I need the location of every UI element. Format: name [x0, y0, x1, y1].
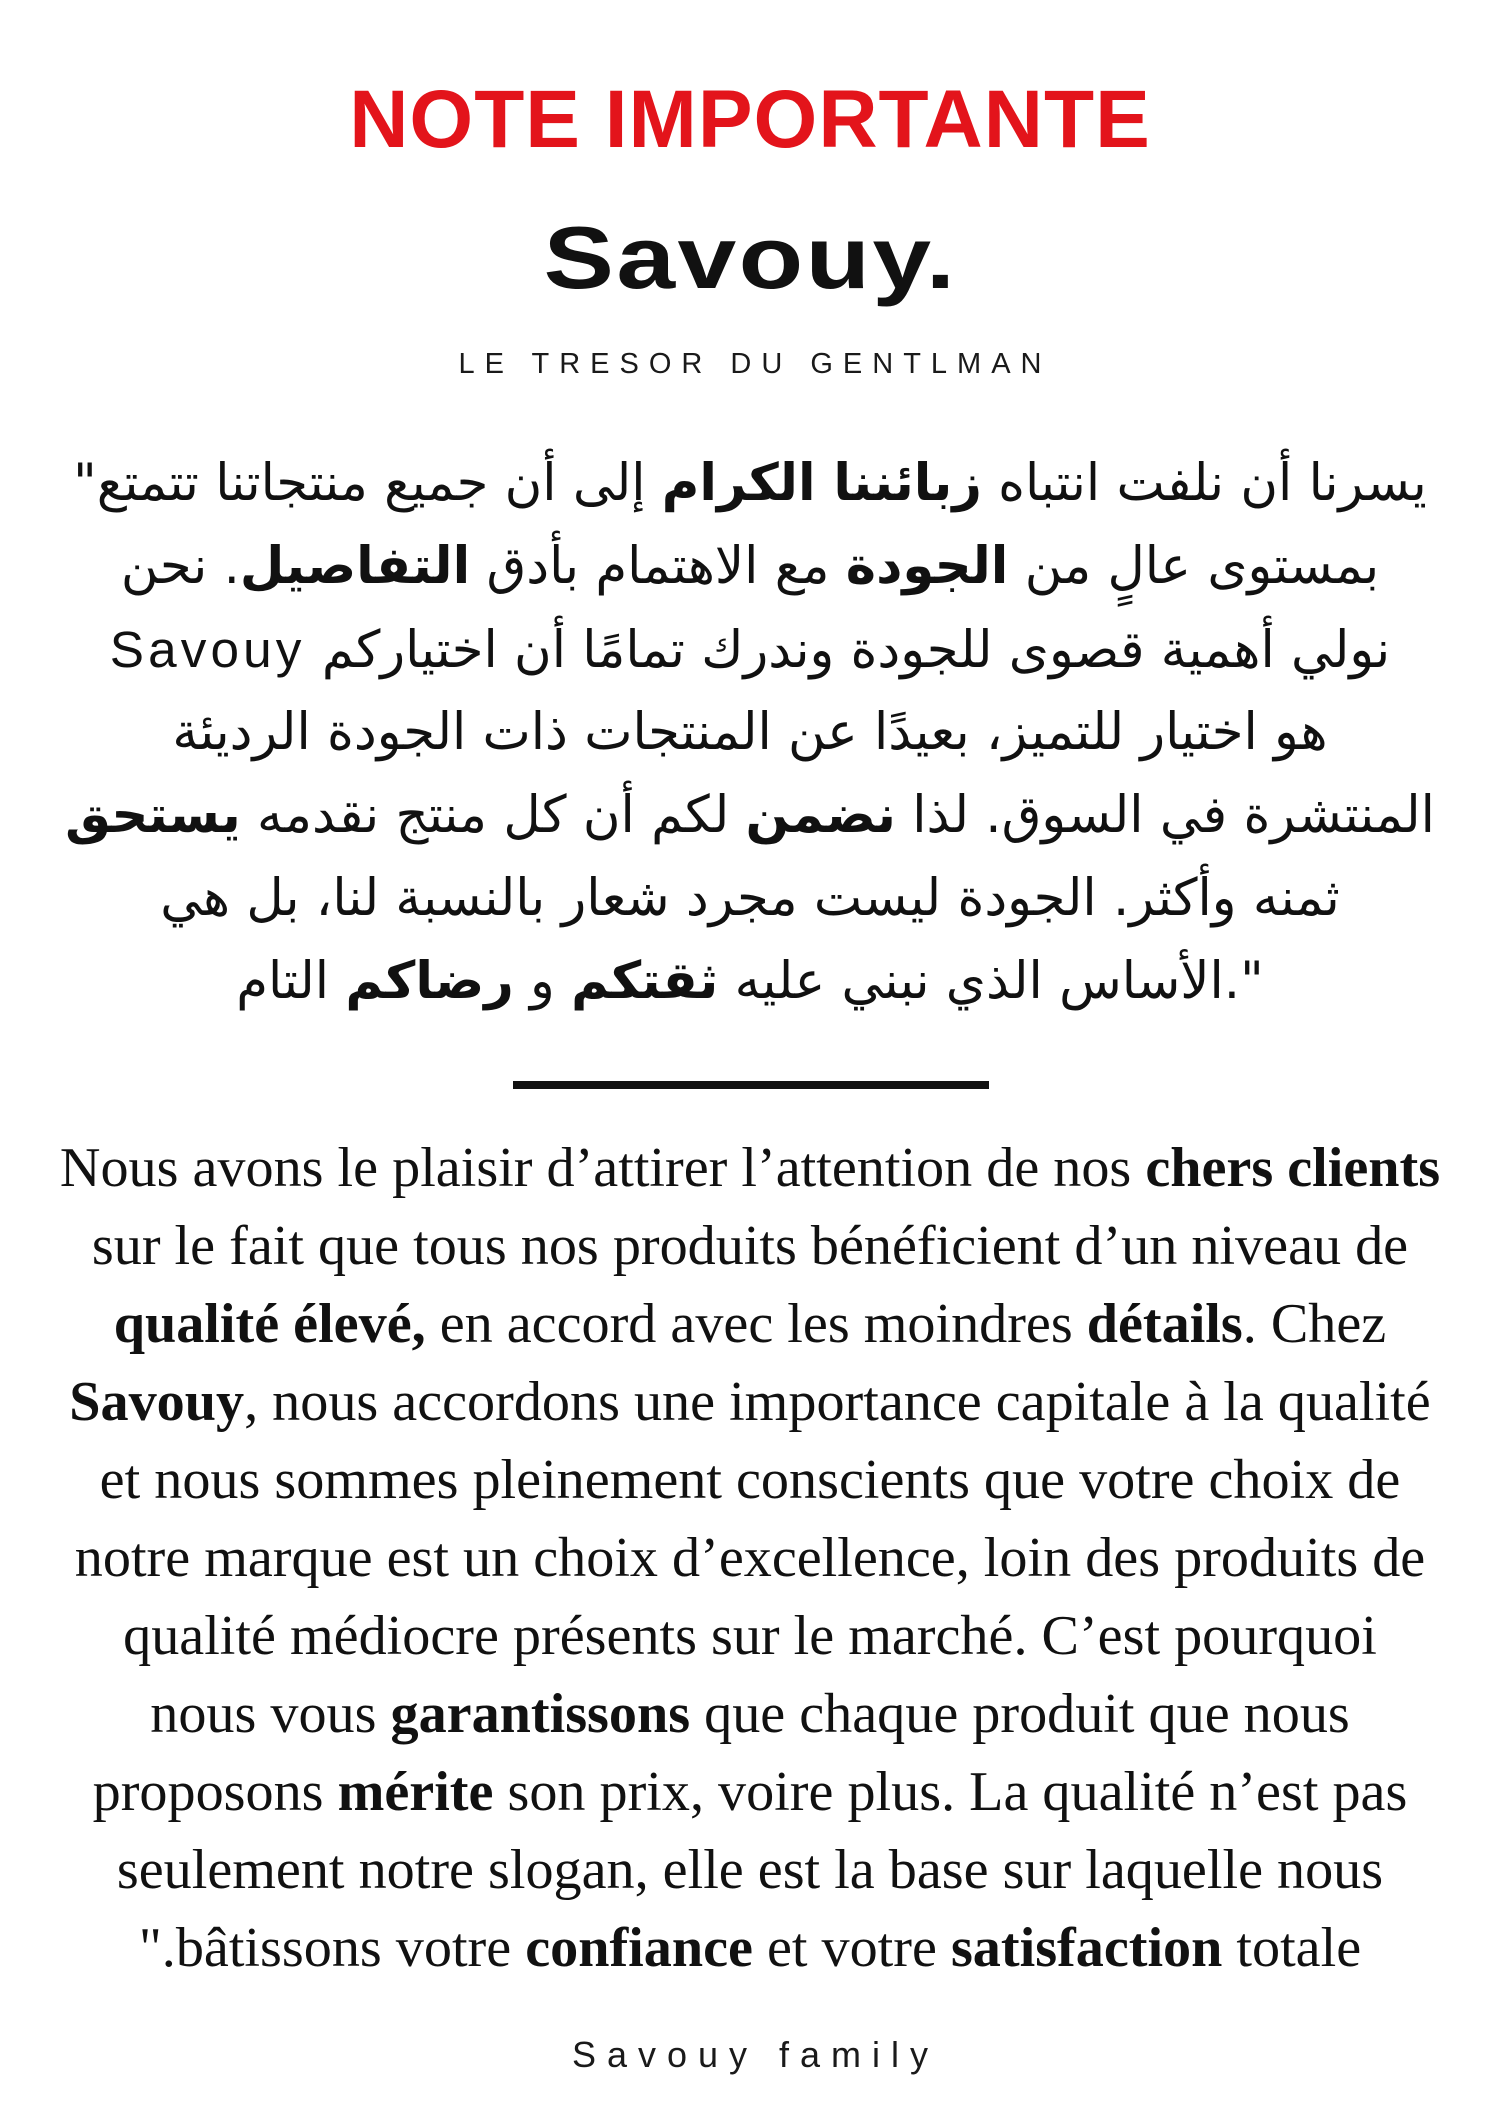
text-segment: totale [1222, 1917, 1362, 1979]
text-segment: المنتشرة في السوق. لذا [895, 785, 1435, 845]
bold-text: mérite [337, 1761, 494, 1823]
arabic-line-4 [50, 691, 1450, 774]
french-line-11 [45, 1909, 1455, 1987]
section-divider [513, 1081, 989, 1089]
arabic-line-6 [50, 857, 1450, 940]
french-line-text [150, 1675, 1350, 1753]
text-segment: proposons [92, 1761, 338, 1823]
french-line-text [60, 1129, 1440, 1207]
text-segment: بمستوى عالٍ من [1008, 536, 1380, 596]
bold-text: زبائننا الكرام [661, 453, 982, 513]
text-segment: en accord avec les moindres [425, 1293, 1087, 1355]
bold-text: Savouy [69, 1371, 245, 1433]
text-segment: لكم أن كل منتج نقدمه [240, 785, 746, 845]
text-segment: nous vous [150, 1683, 391, 1745]
french-line-4 [45, 1363, 1455, 1441]
french-line-5 [45, 1441, 1455, 1519]
text-segment: , nous accordons une importance capitale à la qualité [244, 1371, 1431, 1433]
text-segment: مع الاهتمام بأدق [470, 536, 846, 596]
text-segment: . Chez [1242, 1293, 1387, 1355]
french-line-1 [45, 1129, 1455, 1207]
french-line-9 [45, 1753, 1455, 1831]
bold-text: ثقتكم [571, 951, 719, 1011]
bold-text: chers clients [1145, 1137, 1441, 1199]
french-line-2 [45, 1207, 1455, 1285]
bold-text: qualité élevé, [113, 1293, 426, 1355]
text-segment: التام [236, 951, 346, 1011]
bold-text: يستحق [65, 785, 241, 845]
bold-text: نضمن [745, 785, 896, 845]
page-title: NOTE IMPORTANTE [349, 74, 1151, 165]
arabic-line-text [172, 691, 1327, 774]
text-segment: ثمنه وأكثر. الجودة ليست مجرد شعار بالنسبة لنا، بل هي [160, 868, 1340, 928]
bold-text: التفاصيل [239, 536, 471, 596]
text-segment: notre marque est un choix d’excellence, loin des produits de [74, 1527, 1426, 1589]
text-segment: et votre [752, 1917, 951, 1979]
french-line-text [93, 1753, 1408, 1831]
text-segment: نولي أهمية قصوى للجودة وندرك تمامًا أن اختياركم [305, 620, 1391, 680]
arabic-line-2 [50, 525, 1450, 608]
text-segment: ".bâtissons votre [138, 1917, 526, 1979]
french-line-text [117, 1831, 1383, 1909]
brand-logo-text: Savouy. [543, 208, 957, 307]
text-segment: et nous sommes pleinement conscients que votre choix de [99, 1449, 1401, 1511]
text-segment: و [513, 951, 572, 1011]
signature: Savouy family [571, 2034, 940, 2075]
arabic-line-1 [50, 442, 1450, 525]
arabic-line-text [110, 608, 1390, 692]
text-segment: seulement notre slogan, elle est la base sur laquelle nous [116, 1839, 1384, 1901]
arabic-line-text [160, 857, 1340, 940]
french-line-3 [45, 1285, 1455, 1363]
text-segment: هو اختيار للتميز، بعيدًا عن المنتجات ذات الجودة الرديئة [172, 702, 1328, 762]
french-line-text [100, 1441, 1401, 1519]
french-line-text [139, 1909, 1361, 1987]
text-segment: sur le fait que tous nos produits bénéficient d’un niveau de [91, 1215, 1409, 1277]
arabic-line-text [236, 940, 1263, 1023]
text-segment: qualité médiocre présents sur le marché. C’est pourquoi [123, 1605, 1377, 1667]
bold-text: garantissons [390, 1683, 691, 1745]
brand-tagline: LE TRESOR DU GENTLMAN [458, 348, 1052, 380]
french-line-text [123, 1597, 1377, 1675]
bold-text: الجودة [845, 536, 1009, 596]
bold-text: رضاكم [345, 951, 514, 1011]
arabic-paragraph [50, 442, 1450, 1023]
arabic-line-7 [50, 940, 1450, 1023]
arabic-line-5 [50, 774, 1450, 857]
brand-logo [0, 208, 1500, 308]
french-line-text [92, 1207, 1408, 1285]
text-segment: يسرنا أن نلفت انتباه [981, 453, 1427, 513]
french-line-6 [45, 1519, 1455, 1597]
bold-text: confiance [525, 1917, 753, 1979]
text-segment: son prix, voire plus. La qualité n’est pas [493, 1761, 1408, 1823]
arabic-line-text [65, 774, 1435, 857]
french-line-8 [45, 1675, 1455, 1753]
french-line-text [69, 1363, 1430, 1441]
bold-text: détails [1086, 1293, 1243, 1355]
arabic-line-text [121, 525, 1379, 608]
text-segment: Savouy [109, 621, 306, 678]
french-line-10 [45, 1831, 1455, 1909]
text-segment: Nous avons le plaisir d’attirer l’attention de nos [59, 1137, 1146, 1199]
french-line-text [75, 1519, 1425, 1597]
arabic-line-3 [50, 608, 1450, 691]
french-paragraph [45, 1129, 1455, 1987]
arabic-line-text [73, 442, 1427, 525]
french-line-text [114, 1285, 1386, 1363]
text-segment: إلى أن جميع منتجاتنا تتمتع" [73, 453, 662, 513]
text-segment: que chaque produit que nous [690, 1683, 1350, 1745]
text-segment: ".الأساس الذي نبني عليه [718, 951, 1264, 1011]
text-segment: . نحن [120, 536, 240, 596]
french-line-7 [45, 1597, 1455, 1675]
bold-text: satisfaction [950, 1917, 1223, 1979]
